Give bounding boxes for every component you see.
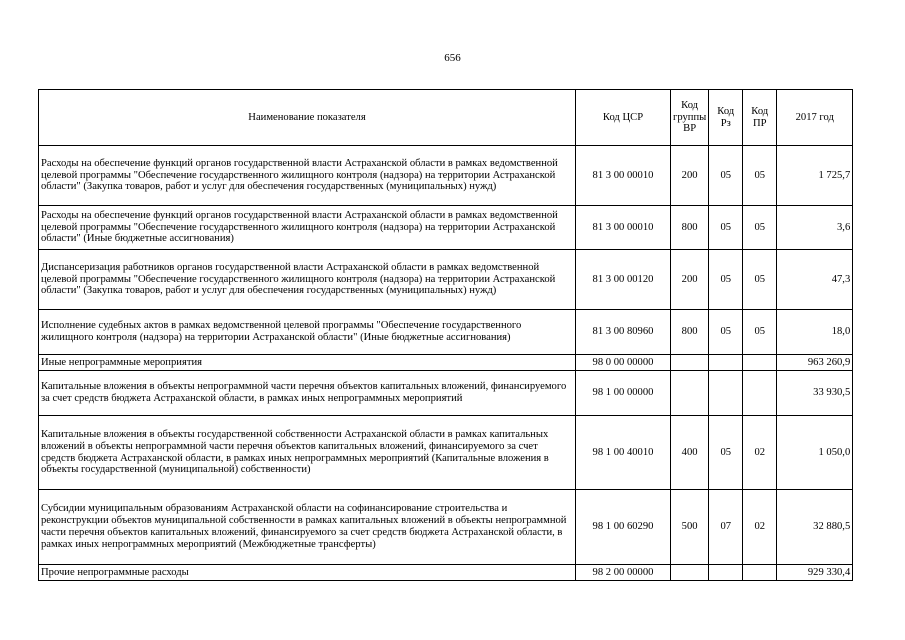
budget-table [38, 89, 853, 581]
row-pr-code: 02 [743, 416, 777, 490]
row-rz-code: 05 [709, 206, 743, 250]
row-name: Прочие непрограммные расходы [39, 565, 576, 581]
row-amount: 33 930,5 [777, 371, 853, 416]
row-pr-code: 05 [743, 310, 777, 355]
row-csr-code: 98 1 00 00000 [576, 371, 671, 416]
row-name: Капитальные вложения в объекты непрограммной части перечня объектов капитальных вложений, финансируемого за счет средств бюджета Астраханской области, в рамках иных непрограммных мероприятий [39, 371, 576, 416]
table-row [39, 565, 853, 581]
row-rz-code: 05 [709, 250, 743, 310]
row-amount: 47,3 [777, 250, 853, 310]
row-csr-code: 81 3 00 80960 [576, 310, 671, 355]
row-name: Диспансеризация работников органов государственной власти Астраханской области в рамках ведомственной целевой программы "Обеспечение государственного жилищного контроля (надзора) на территории Астраханской области" (Закупка товаров, работ и услуг для обеспечения государственных (муниципальных) нужд) [39, 250, 576, 310]
row-rz-code: 05 [709, 146, 743, 206]
header-csr-code: Код ЦСР [576, 90, 671, 146]
row-amount: 1 050,0 [777, 416, 853, 490]
row-amount: 18,0 [777, 310, 853, 355]
table-row [39, 371, 853, 416]
table-row [39, 310, 853, 355]
page-number: 656 [444, 52, 461, 64]
header-rz-code: Код Рз [709, 90, 743, 146]
row-rz-code [709, 371, 743, 416]
row-csr-code: 81 3 00 00010 [576, 146, 671, 206]
row-amount: 3,6 [777, 206, 853, 250]
row-pr-code: 05 [743, 206, 777, 250]
row-vr-code: 800 [671, 310, 709, 355]
row-pr-code [743, 355, 777, 371]
row-vr-code [671, 565, 709, 581]
row-vr-code [671, 355, 709, 371]
row-rz-code: 05 [709, 310, 743, 355]
row-amount: 1 725,7 [777, 146, 853, 206]
row-pr-code: 02 [743, 490, 777, 565]
table-row [39, 490, 853, 565]
row-name: Расходы на обеспечение функций органов государственной власти Астраханской области в рамках ведомственной целевой программы "Обеспечение государственного жилищного контроля (надзора) на территории Астраханской области" (Иные бюджетные ассигнования) [39, 206, 576, 250]
row-rz-code [709, 355, 743, 371]
row-csr-code: 98 1 00 60290 [576, 490, 671, 565]
row-vr-code: 400 [671, 416, 709, 490]
row-csr-code: 98 2 00 00000 [576, 565, 671, 581]
row-amount: 929 330,4 [777, 565, 853, 581]
header-vr-code: Код группы ВР [671, 90, 709, 146]
row-name: Исполнение судебных актов в рамках ведомственной целевой программы "Обеспечение государственного жилищного контроля (надзора) на территории Астраханской области" (Иные бюджетные ассигнования) [39, 310, 576, 355]
table-row [39, 206, 853, 250]
row-vr-code: 200 [671, 146, 709, 206]
header-pr-code: Код ПР [743, 90, 777, 146]
row-name: Субсидии муниципальным образованиям Астраханской области на софинансирование строительства и реконструкции объектов муниципальной собственности в рамках капитальных вложений в объекты непрограммной части перечня объектов капитальных вложений, финансируемого за счет средств бюджета Астраханской области, в рамках иных непрограммных мероприятий (Межбюджетные трансферты) [39, 490, 576, 565]
row-vr-code: 200 [671, 250, 709, 310]
row-amount: 32 880,5 [777, 490, 853, 565]
row-rz-code [709, 565, 743, 581]
row-pr-code: 05 [743, 250, 777, 310]
row-vr-code: 800 [671, 206, 709, 250]
row-rz-code: 07 [709, 490, 743, 565]
header-year-2017: 2017 год [777, 90, 853, 146]
row-csr-code: 81 3 00 00010 [576, 206, 671, 250]
row-csr-code: 98 0 00 00000 [576, 355, 671, 371]
row-csr-code: 98 1 00 40010 [576, 416, 671, 490]
row-pr-code: 05 [743, 146, 777, 206]
table-row [39, 416, 853, 490]
row-pr-code [743, 565, 777, 581]
table-row [39, 146, 853, 206]
row-name: Расходы на обеспечение функций органов государственной власти Астраханской области в рамках ведомственной целевой программы "Обеспечение государственного жилищного контроля (надзора) на территории Астраханской области" (Закупка товаров, работ и услуг для обеспечения государственных (муниципальных) нужд) [39, 146, 576, 206]
row-name: Капитальные вложения в объекты государственной собственности Астраханской области в рамках капитальных вложений в объекты непрограммной части перечня объектов капитальных вложений, финансируемого за счет средств бюджета Астраханской области, в рамках иных непрограммных мероприятий (Капитальные вложения в объекты государственной (муниципальной) собственности) [39, 416, 576, 490]
row-pr-code [743, 371, 777, 416]
row-name: Иные непрограммные мероприятия [39, 355, 576, 371]
row-vr-code: 500 [671, 490, 709, 565]
table-row [39, 355, 853, 371]
table-row [39, 250, 853, 310]
header-name: Наименование показателя [39, 90, 576, 146]
row-rz-code: 05 [709, 416, 743, 490]
row-csr-code: 81 3 00 00120 [576, 250, 671, 310]
row-vr-code [671, 371, 709, 416]
table-header-row [39, 90, 853, 146]
row-amount: 963 260,9 [777, 355, 853, 371]
